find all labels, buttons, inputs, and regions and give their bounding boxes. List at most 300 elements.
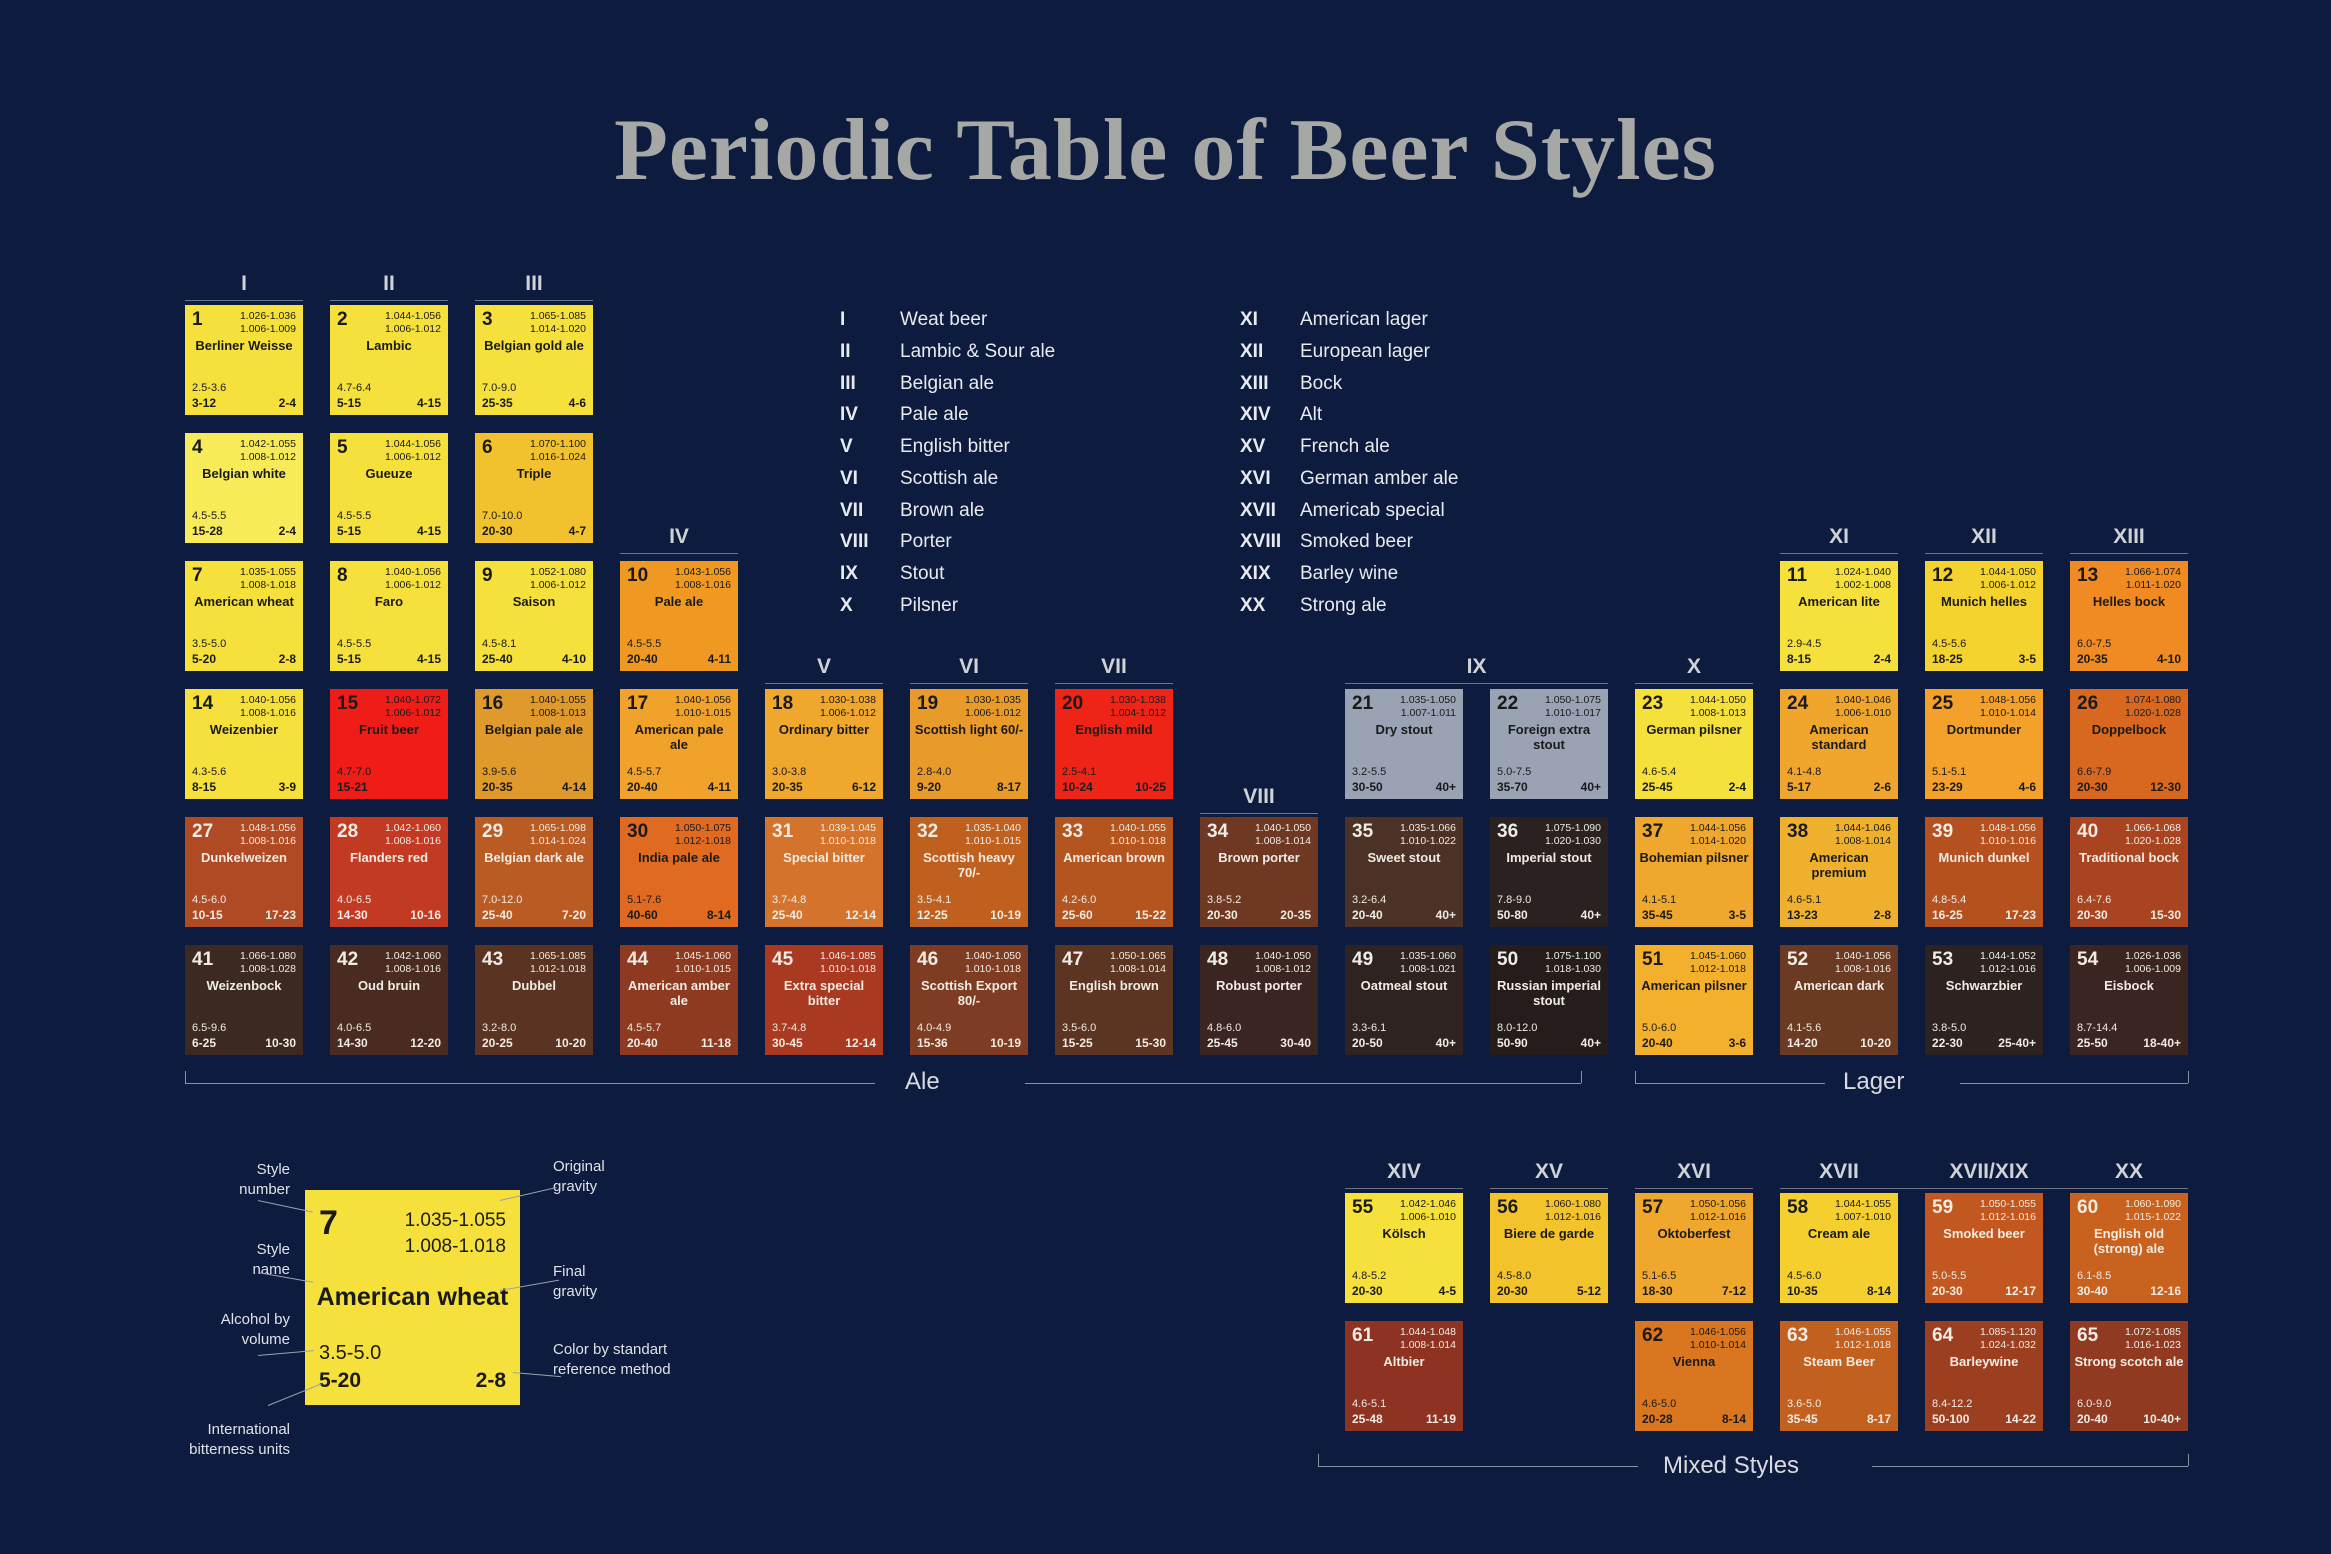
legend-item [1240, 467, 1458, 491]
element-cell[interactable] [910, 689, 1028, 799]
legend-label: German amber ale [1300, 467, 1459, 489]
group-header [1635, 1160, 1753, 1189]
element-cell[interactable] [1635, 1321, 1753, 1431]
element-cell[interactable] [1200, 945, 1318, 1055]
legend-label: American lager [1300, 309, 1428, 330]
element-original-gravity: 1.040-1.056 [239, 694, 296, 706]
element-cell[interactable] [185, 689, 303, 799]
element-cell[interactable] [1925, 945, 2043, 1055]
element-style-name: American standard [1809, 722, 1869, 752]
element-cell[interactable] [1780, 817, 1898, 927]
element-cell[interactable] [1345, 689, 1463, 799]
element-original-gravity: 1.040-1.056 [1834, 950, 1891, 962]
element-final-gravity: 1.006-1.012 [819, 707, 876, 720]
element-number: 28 [337, 821, 359, 842]
element-cell[interactable] [1490, 817, 1608, 927]
element-gravity [1690, 822, 1746, 848]
element-ibu: 40+ [1580, 908, 1601, 922]
element-number: 16 [482, 693, 504, 714]
element-cell[interactable] [185, 945, 303, 1055]
element-number: 30 [627, 821, 649, 842]
element-style-name: Munich dunkel [1938, 850, 2030, 865]
element-srm: 20-35 [482, 780, 513, 794]
element-original-gravity: 1.065-1.098 [529, 822, 586, 834]
element-abv: 4.6-5.4 [1642, 766, 1677, 778]
element-gravity [530, 310, 586, 336]
element-cell[interactable] [475, 433, 593, 543]
element-original-gravity: 1.044-1.048 [1399, 1326, 1456, 1338]
element-final-gravity: 1.002-1.008 [1834, 579, 1891, 592]
element-number: 54 [2077, 949, 2099, 970]
element-final-gravity: 1.008-1.012 [1254, 963, 1311, 976]
element-original-gravity: 1.065-1.085 [529, 310, 586, 322]
element-original-gravity: 1.075-1.090 [1544, 822, 1601, 834]
ale-bracket-line-right [1025, 1083, 1581, 1084]
element-gravity [1690, 694, 1746, 720]
element-cell[interactable] [2070, 817, 2188, 927]
element-original-gravity: 1.042-1.055 [239, 438, 296, 450]
element-srm: 20-30 [1932, 1284, 1963, 1298]
legend-left [840, 308, 1055, 626]
element-cell[interactable] [1925, 561, 2043, 671]
element-style-name: Fruit beer [359, 722, 419, 737]
element-cell[interactable] [1490, 945, 1608, 1055]
element-gravity [1980, 822, 2036, 848]
legend-item [1240, 562, 1458, 586]
group-header [1345, 655, 1608, 684]
element-gravity [2125, 822, 2181, 848]
group-numeral: V [816, 655, 831, 678]
legend-right [1240, 308, 1458, 626]
element-cell[interactable] [330, 817, 448, 927]
element-final-gravity: 1.008-1.013 [529, 707, 586, 720]
element-original-gravity: 1.040-1.046 [1834, 694, 1891, 706]
element-number: 59 [1932, 1197, 1954, 1218]
element-ibu: 14-22 [2005, 1412, 2036, 1426]
element-cell[interactable] [1780, 689, 1898, 799]
element-style-name: Dortmunder [1946, 722, 2022, 737]
element-final-gravity: 1.014-1.020 [1689, 835, 1746, 848]
element-gravity [1835, 566, 1891, 592]
element-srm: 5-15 [337, 524, 362, 538]
element-gravity [1110, 822, 1166, 848]
element-cell[interactable] [330, 689, 448, 799]
element-original-gravity: 1.075-1.100 [1544, 950, 1601, 962]
element-ibu: 12-14 [845, 1036, 876, 1050]
element-cell[interactable] [475, 689, 593, 799]
element-ibu: 5-12 [1576, 1284, 1601, 1298]
group-header [1635, 655, 1753, 684]
element-srm: 8-15 [192, 780, 217, 794]
group-underline [1200, 813, 1318, 814]
element-original-gravity: 1.044-1.056 [384, 310, 441, 322]
key-srm: 5-20 [319, 1369, 362, 1392]
element-cell[interactable] [765, 817, 883, 927]
element-srm: 20-35 [2077, 652, 2108, 666]
element-cell[interactable] [1635, 817, 1753, 927]
element-number: 26 [2077, 693, 2099, 714]
element-style-name: Schwarzbier [1945, 978, 2023, 993]
group-numeral: XII [1971, 525, 1997, 548]
element-style-name: Imperial stout [1506, 850, 1592, 865]
element-style-name: Vienna [1672, 1354, 1716, 1369]
element-cell[interactable] [910, 817, 1028, 927]
element-style-name: Scottish light 60/- [914, 722, 1024, 737]
element-srm: 20-30 [2077, 780, 2108, 794]
element-gravity [530, 566, 586, 592]
element-cell[interactable] [1055, 945, 1173, 1055]
element-ibu: 3-6 [1728, 1036, 1746, 1050]
element-cell[interactable] [1925, 1321, 2043, 1431]
element-gravity [820, 694, 876, 720]
element-ibu: 4-14 [561, 780, 586, 794]
element-srm: 20-40 [627, 652, 658, 666]
element-original-gravity: 1.072-1.085 [2124, 1326, 2181, 1338]
key-label-style-name: Style name [252, 1241, 290, 1278]
element-cell[interactable] [1635, 689, 1753, 799]
element-number: 37 [1642, 821, 1664, 842]
element-final-gravity: 1.016-1.024 [529, 451, 586, 464]
element-cell[interactable] [1780, 1321, 1898, 1431]
element-cell[interactable] [1345, 945, 1463, 1055]
element-cell[interactable] [330, 561, 448, 671]
element-gravity [240, 566, 296, 592]
legend-label: European lager [1300, 340, 1430, 362]
element-original-gravity: 1.045-1.060 [1689, 950, 1746, 962]
element-cell[interactable] [1925, 817, 2043, 927]
element-number: 3 [482, 309, 493, 330]
group-underline [1345, 683, 1608, 684]
element-srm: 5-15 [337, 396, 362, 410]
group-underline [185, 300, 303, 301]
category-label-lager: Lager [1843, 1068, 1905, 1095]
page-title: Periodic Table of Beer Styles [614, 102, 1717, 199]
element-cell[interactable] [330, 945, 448, 1055]
legend-item [840, 403, 1055, 427]
element-abv: 4.0-4.9 [917, 1022, 952, 1034]
group-underline [475, 300, 593, 301]
element-cell[interactable] [1490, 689, 1608, 799]
element-cell[interactable] [620, 817, 738, 927]
element-cell[interactable] [185, 817, 303, 927]
element-original-gravity: 1.050-1.055 [1979, 1198, 2036, 1210]
element-cell[interactable] [2070, 1193, 2188, 1303]
element-cell[interactable] [765, 689, 883, 799]
element-cell[interactable] [185, 433, 303, 543]
legend-numeral: XVII [1240, 499, 1276, 521]
element-abv: 8.0-12.0 [1497, 1022, 1538, 1034]
element-ibu: 4-11 [707, 652, 731, 666]
element-number: 48 [1207, 949, 1229, 970]
element-original-gravity: 1.052-1.080 [529, 566, 586, 578]
element-style-name: Sweet stout [1367, 850, 1441, 865]
element-ibu: 2-4 [278, 396, 296, 410]
element-cell[interactable] [1345, 1321, 1463, 1431]
element-abv: 3.2-6.4 [1352, 894, 1387, 906]
element-ibu: 10-40+ [2143, 1412, 2181, 1426]
element-ibu: 2-8 [1873, 908, 1891, 922]
element-final-gravity: 1.014-1.020 [529, 323, 586, 336]
group-header [765, 655, 883, 684]
element-final-gravity: 1.008-1.014 [1399, 1339, 1456, 1352]
legend-numeral: I [840, 309, 846, 330]
element-gravity [385, 822, 441, 848]
element-abv: 3.8-5.0 [1932, 1022, 1967, 1034]
element-abv: 5.1-6.5 [1642, 1270, 1677, 1282]
element-final-gravity: 1.010-1.018 [964, 963, 1021, 976]
element-style-name: Belgian dark ale [484, 850, 584, 865]
element-style-name: Strong scotch ale [2074, 1354, 2184, 1369]
element-final-gravity: 1.012-1.018 [529, 963, 586, 976]
element-gravity [1835, 822, 1891, 848]
element-ibu: 2-4 [1728, 780, 1746, 794]
legend-label: Pilsner [900, 594, 959, 616]
group-numeral: XVII/XIX [1949, 1160, 2029, 1183]
group-header [2070, 525, 2188, 554]
element-srm: 25-40 [772, 908, 803, 922]
element-final-gravity: 1.006-1.012 [964, 707, 1021, 720]
element-cell[interactable] [475, 945, 593, 1055]
element-gravity [530, 438, 586, 464]
element-abv: 6.5-9.6 [192, 1022, 227, 1034]
element-style-name: Traditional bock [2079, 850, 2179, 865]
key-ibu: 2-8 [475, 1369, 506, 1392]
category-label-mixed: Mixed Styles [1663, 1452, 1800, 1479]
element-cell[interactable] [2070, 1321, 2188, 1431]
legend-numeral: XI [1240, 309, 1258, 330]
element-gravity [965, 822, 1021, 848]
element-cell[interactable] [2070, 689, 2188, 799]
group-numeral: XIII [2113, 525, 2145, 548]
element-cell[interactable] [1200, 817, 1318, 927]
element-cell[interactable] [185, 561, 303, 671]
element-number: 17 [627, 693, 649, 714]
element-gravity [1400, 950, 1456, 976]
element-srm: 20-25 [482, 1036, 513, 1050]
element-cell[interactable] [1490, 1193, 1608, 1303]
element-original-gravity: 1.035-1.040 [964, 822, 1021, 834]
group-underline [1635, 683, 1753, 684]
legend-item [1240, 340, 1458, 364]
legend-item [840, 594, 1055, 618]
element-final-gravity: 1.015-1.022 [2124, 1211, 2181, 1224]
element-style-name: Triple [516, 466, 552, 481]
element-gravity [1835, 1326, 1891, 1352]
element-final-gravity: 1.008-1.014 [1834, 835, 1891, 848]
element-number: 55 [1352, 1197, 1374, 1218]
element-final-gravity: 1.008-1.014 [1109, 963, 1166, 976]
element-abv: 3.0-3.8 [772, 766, 807, 778]
legend-numeral: IX [840, 563, 858, 584]
element-number: 42 [337, 949, 359, 970]
element-srm: 25-48 [1352, 1412, 1383, 1426]
element-original-gravity: 1.046-1.056 [1689, 1326, 1746, 1338]
element-abv: 3.2-5.5 [1352, 766, 1387, 778]
element-style-name: Scottish heavy 70/- [923, 850, 1015, 880]
group-numeral: XVII [1819, 1160, 1859, 1183]
element-cell[interactable] [1925, 689, 2043, 799]
element-srm: 18-25 [1932, 652, 1963, 666]
element-style-name: English mild [1075, 722, 1153, 737]
element-final-gravity: 1.020-1.028 [2124, 707, 2181, 720]
element-original-gravity: 1.070-1.100 [529, 438, 586, 450]
element-gravity [1835, 950, 1891, 976]
element-final-gravity: 1.008-1.016 [1834, 963, 1891, 976]
element-final-gravity: 1.008-1.016 [674, 579, 731, 592]
element-final-gravity: 1.008-1.021 [1399, 963, 1456, 976]
element-srm: 5-20 [192, 652, 217, 666]
element-final-gravity: 1.011-1.020 [2125, 579, 2181, 592]
element-final-gravity: 1.006-1.012 [384, 707, 441, 720]
element-gravity [1980, 950, 2036, 976]
element-cell[interactable] [2070, 561, 2188, 671]
element-srm: 9-20 [917, 780, 942, 794]
element-cell[interactable] [1780, 1193, 1898, 1303]
element-srm: 15-28 [192, 524, 223, 538]
key-style-name: American wheat [316, 1283, 509, 1311]
element-cell[interactable] [330, 305, 448, 415]
mixed-bracket-line-right [1872, 1466, 2188, 1467]
element-style-name: American wheat [194, 594, 294, 609]
element-gravity [1545, 694, 1601, 720]
element-original-gravity: 1.048-1.056 [1979, 694, 2036, 706]
element-abv: 3.5-6.0 [1062, 1022, 1097, 1034]
element-abv: 7.8-9.0 [1497, 894, 1532, 906]
element-style-name: Belgian gold ale [484, 338, 584, 353]
element-cell[interactable] [2070, 945, 2188, 1055]
element-number: 43 [482, 949, 504, 970]
element-cell[interactable] [1925, 1193, 2043, 1303]
element-abv: 4.5-5.7 [627, 1022, 662, 1034]
element-ibu: 25-40+ [1998, 1036, 2036, 1050]
legend-numeral: II [840, 340, 851, 362]
element-original-gravity: 1.039-1.045 [819, 822, 876, 834]
element-cell[interactable] [1345, 817, 1463, 927]
element-ibu: 11-18 [700, 1036, 731, 1050]
legend-label: Porter [900, 531, 952, 553]
element-final-gravity: 1.012-1.016 [1544, 1211, 1601, 1224]
element-original-gravity: 1.035-1.055 [239, 566, 296, 578]
element-gravity [820, 822, 876, 848]
element-cell[interactable] [1780, 945, 1898, 1055]
legend-numeral: XII [1240, 340, 1264, 362]
element-cell[interactable] [1345, 1193, 1463, 1303]
element-final-gravity: 1.010-1.022 [1399, 835, 1456, 848]
element-style-name: Altbier [1383, 1354, 1425, 1369]
element-cell[interactable] [765, 945, 883, 1055]
element-abv: 5.1-5.1 [1932, 766, 1967, 778]
element-cell[interactable] [475, 817, 593, 927]
group-numeral: XVI [1677, 1160, 1711, 1183]
element-cell[interactable] [620, 689, 738, 799]
element-gravity [240, 950, 296, 976]
element-final-gravity: 1.012-1.016 [1979, 1211, 2036, 1224]
element-style-name: Belgian white [202, 466, 286, 481]
element-ibu: 12-30 [2150, 780, 2181, 794]
element-srm: 14-20 [1787, 1036, 1818, 1050]
key-abv: 3.5-5.0 [319, 1342, 382, 1364]
element-number: 40 [2077, 821, 2099, 842]
element-abv: 4.5-5.5 [627, 638, 662, 650]
group-underline [1345, 1188, 1463, 1189]
element-number: 6 [482, 437, 493, 458]
element-ibu: 40+ [1435, 1036, 1456, 1050]
element-abv: 4.1-5.1 [1642, 894, 1677, 906]
element-number: 46 [917, 949, 939, 970]
key-label-style-number: Style number [239, 1161, 290, 1198]
element-style-name: Belgian pale ale [484, 722, 584, 737]
element-abv: 4.5-5.7 [627, 766, 662, 778]
element-cell[interactable] [1635, 1193, 1753, 1303]
group-header [475, 272, 593, 301]
element-srm: 13-23 [1787, 908, 1818, 922]
element-abv: 4.7-6.4 [337, 382, 372, 394]
element-ibu: 7-20 [561, 908, 586, 922]
element-srm: 35-45 [1787, 1412, 1818, 1426]
element-ibu: 15-30 [1135, 1036, 1166, 1050]
element-srm: 14-30 [337, 908, 368, 922]
element-cell[interactable] [910, 945, 1028, 1055]
element-number: 60 [2077, 1197, 2099, 1218]
group-numeral: XI [1829, 525, 1849, 548]
element-original-gravity: 1.040-1.055 [1109, 822, 1166, 834]
element-original-gravity: 1.043-1.056 [674, 566, 731, 578]
element-srm: 10-15 [192, 908, 223, 922]
element-abv: 4.8-6.0 [1207, 1022, 1242, 1034]
element-cell[interactable] [1635, 945, 1753, 1055]
element-style-name: Faro [374, 594, 404, 609]
element-number: 63 [1787, 1325, 1809, 1346]
element-cell[interactable] [330, 433, 448, 543]
lager-bracket-line-right [1960, 1083, 2188, 1084]
element-ibu: 40+ [1580, 780, 1601, 794]
element-ibu: 15-30 [2150, 908, 2181, 922]
legend-numeral: IV [840, 404, 858, 426]
element-srm: 18-30 [1642, 1284, 1673, 1298]
element-srm: 20-30 [482, 524, 513, 538]
element-number: 57 [1642, 1197, 1664, 1218]
element-cell[interactable] [1055, 817, 1173, 927]
legend-item [1240, 435, 1458, 459]
element-number: 39 [1932, 821, 1954, 842]
element-cell[interactable] [620, 945, 738, 1055]
element-final-gravity: 1.008-1.018 [239, 579, 296, 592]
element-srm: 50-100 [1932, 1412, 1970, 1426]
key-original-gravity: 1.035-1.055 [404, 1210, 506, 1231]
element-gravity [1690, 950, 1746, 976]
element-cell[interactable] [475, 561, 593, 671]
element-srm: 15-36 [917, 1036, 948, 1050]
element-cell[interactable] [1055, 689, 1173, 799]
element-ibu: 4-7 [568, 524, 586, 538]
element-cell[interactable] [1780, 561, 1898, 671]
element-style-name: Weizenbier [209, 722, 279, 737]
element-ibu: 4-15 [416, 652, 441, 666]
element-cell[interactable] [475, 305, 593, 415]
element-cell[interactable] [620, 561, 738, 671]
lager-bracket-line [1635, 1083, 1825, 1084]
element-gravity [2125, 694, 2181, 720]
group-underline [1490, 1188, 1608, 1189]
element-original-gravity: 1.040-1.056 [384, 566, 441, 578]
element-cell[interactable] [185, 305, 303, 415]
element-original-gravity: 1.050-1.075 [674, 822, 731, 834]
element-abv: 4.8-5.2 [1352, 1270, 1387, 1282]
element-final-gravity: 1.006-1.012 [529, 579, 586, 592]
element-gravity [385, 566, 441, 592]
element-gravity [1400, 1326, 1456, 1352]
legend-label: Alt [1300, 404, 1323, 426]
